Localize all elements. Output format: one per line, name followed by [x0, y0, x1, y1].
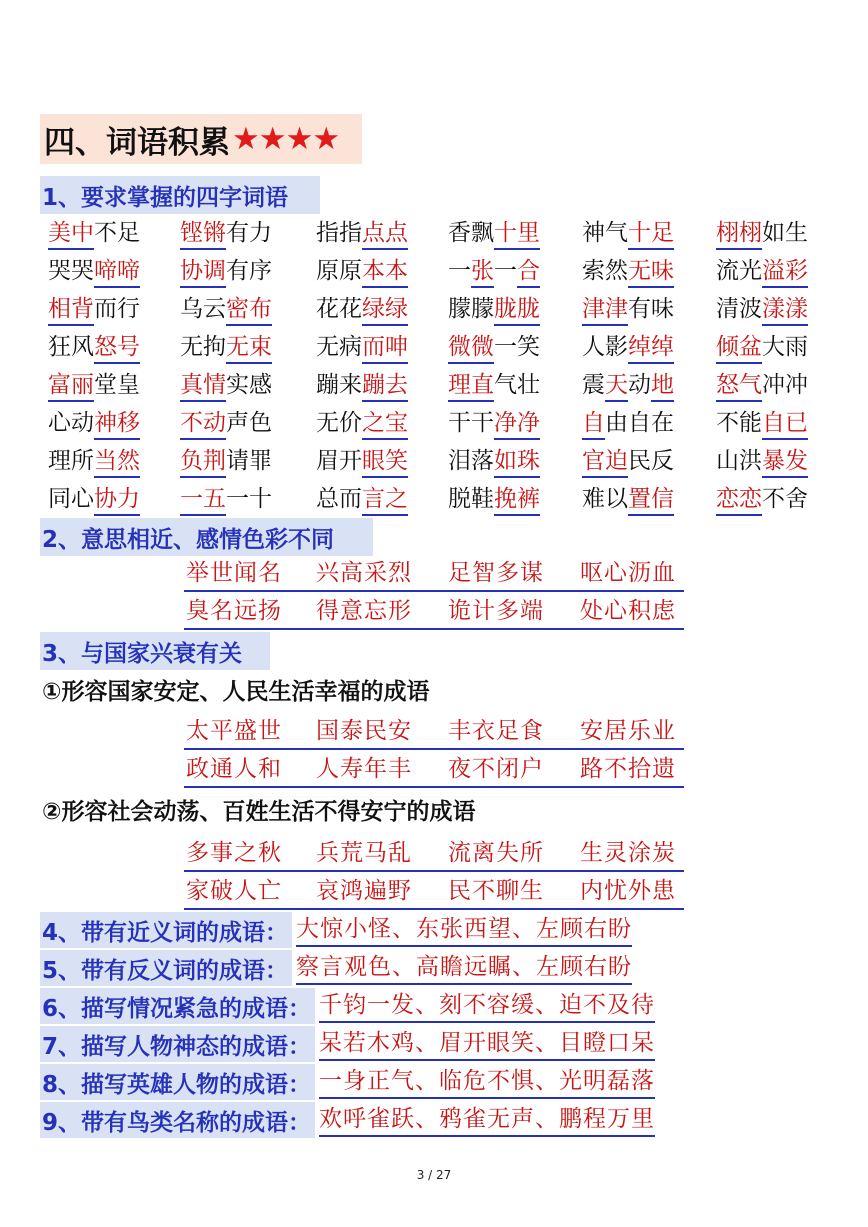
idiom-item: 多事之秋 [186, 840, 282, 866]
word-highlight: 自已 [762, 408, 808, 440]
word-plain: 请罪 [226, 448, 272, 474]
qa-row [40, 1102, 655, 1138]
word-item [448, 290, 540, 328]
word-highlight: 栩栩 [716, 218, 762, 250]
idiom-item: 政通人和 [186, 756, 282, 782]
word-highlight: 之宝 [362, 408, 408, 440]
section-1-heading: 1、要求掌握的四字词语 [40, 176, 320, 214]
word-plain: 有力 [226, 220, 272, 246]
word-highlight: 协调 [180, 256, 226, 288]
word-item [180, 480, 272, 518]
idiom-row [184, 594, 684, 630]
word-plain: 索然 [582, 258, 628, 284]
word-highlight: 胧胧 [494, 294, 540, 326]
word-item [180, 404, 272, 442]
idiom-item: 夜不闭户 [448, 756, 544, 782]
page-number: 3 / 27 [416, 1168, 452, 1182]
word-highlight: 本本 [362, 256, 408, 288]
word-plain: 冲冲 [762, 372, 808, 398]
word-row [48, 290, 838, 328]
word-highlight: 如珠 [494, 446, 540, 478]
qa-question: 4、带有近义词的成语： [40, 912, 292, 948]
word-item [716, 404, 808, 442]
qa-answer: 察言观色、高瞻远瞩、左顾右盼 [296, 951, 632, 985]
idiom-item: 哀鸿遍野 [316, 878, 412, 904]
idiom-item: 生灵涂炭 [580, 840, 676, 866]
word-highlight: 恋恋 [716, 484, 762, 516]
idiom-row [184, 752, 684, 788]
word-item [48, 442, 140, 480]
word-highlight: 啼啼 [94, 256, 140, 288]
word-plain: 大雨 [762, 334, 808, 360]
qa-row [40, 950, 632, 986]
word-item [582, 442, 674, 480]
word-plain: 民反 [628, 448, 674, 474]
word-highlight: 真情 [180, 370, 226, 402]
word-item [716, 252, 808, 290]
word-plain: 脱鞋 [448, 486, 494, 512]
word-highlight: 倾盆 [716, 332, 762, 364]
word-highlight: 张 [471, 256, 494, 288]
qa-question: 8、描写英雄人物的成语： [40, 1064, 315, 1100]
word-row [48, 328, 838, 366]
qa-answer: 千钧一发、刻不容缓、迫不及待 [319, 989, 655, 1023]
word-highlight: 置信 [628, 484, 674, 516]
page-title [40, 114, 362, 164]
word-plain: 难以 [582, 486, 628, 512]
word-plain: 花花 [316, 296, 362, 322]
word-plain: 神气 [582, 220, 628, 246]
word-plain: 蹦来 [316, 372, 362, 398]
word-highlight: 密布 [226, 294, 272, 326]
word-highlight: 无束 [226, 332, 272, 364]
section-3-heading: 3、与国家兴衰有关 [40, 632, 270, 670]
word-plain: 朦朦 [448, 296, 494, 322]
word-plain: 不能 [716, 410, 762, 436]
qa-question: 6、描写情况紧急的成语： [40, 988, 315, 1024]
word-plain: 不足 [94, 220, 140, 246]
word-item [48, 252, 140, 290]
word-item [582, 214, 674, 252]
word-highlight: 地 [651, 370, 674, 402]
word-plain: 不舍 [762, 486, 808, 512]
qa-row [40, 988, 655, 1024]
qa-question: 7、描写人物神态的成语： [40, 1026, 315, 1062]
qa-row [40, 912, 632, 948]
word-item [316, 404, 408, 442]
word-highlight: 十里 [494, 218, 540, 250]
idiom-item: 诡计多端 [448, 598, 544, 624]
word-item [448, 252, 540, 290]
qa-question: 9、带有鸟类名称的成语： [40, 1102, 315, 1138]
word-highlight: 天 [605, 370, 628, 402]
qa-answer: 呆若木鸡、眉开眼笑、目瞪口呆 [319, 1027, 655, 1061]
idiom-row [184, 556, 684, 592]
section-2-heading: 2、意思相近、感情色彩不同 [40, 518, 373, 556]
word-plain: 实感 [226, 372, 272, 398]
word-item [48, 290, 140, 328]
word-item [48, 214, 140, 252]
word-item [48, 366, 140, 404]
word-item [448, 214, 540, 252]
word-plain: 如生 [762, 220, 808, 246]
word-plain: 有序 [226, 258, 272, 284]
word-plain: 有味 [628, 296, 674, 322]
word-plain: 哭哭 [48, 258, 94, 284]
qa-answer: 大惊小怪、东张西望、左顾右盼 [296, 913, 632, 947]
word-item [180, 366, 272, 404]
word-highlight: 绿绿 [362, 294, 408, 326]
word-item [582, 290, 674, 328]
word-highlight: 铿锵 [180, 218, 226, 250]
word-plain: 声色 [226, 410, 272, 436]
word-highlight: 微微 [448, 332, 494, 364]
word-item [582, 404, 674, 442]
word-plain: 而行 [94, 296, 140, 322]
idiom-item: 足智多谋 [448, 560, 544, 586]
word-plain: 泪落 [448, 448, 494, 474]
word-item [180, 214, 272, 252]
word-item [48, 328, 140, 366]
word-plain: 山洪 [716, 448, 762, 474]
word-highlight: 当然 [94, 446, 140, 478]
idiom-item: 太平盛世 [186, 718, 282, 744]
word-plain: 一 [448, 258, 471, 284]
word-highlight: 津津 [582, 294, 628, 326]
word-row [48, 404, 838, 442]
word-highlight: 理直 [448, 370, 494, 402]
idiom-item: 民不聊生 [448, 878, 544, 904]
word-plain: 人影 [582, 334, 628, 360]
idiom-item: 人寿年丰 [316, 756, 412, 782]
word-item [48, 480, 140, 518]
word-plain: 指指 [316, 220, 362, 246]
word-plain: 清波 [716, 296, 762, 322]
word-item [316, 328, 408, 366]
word-item [448, 366, 540, 404]
word-plain: 一 [494, 258, 517, 284]
word-item [448, 404, 540, 442]
idiom-item: 路不拾遗 [580, 756, 676, 782]
word-item [180, 252, 272, 290]
word-item [716, 366, 808, 404]
word-plain: 无病 [316, 334, 362, 360]
word-highlight: 怒气 [716, 370, 762, 402]
word-highlight: 无味 [628, 256, 674, 288]
idiom-row [184, 714, 684, 750]
word-plain: 气壮 [494, 372, 540, 398]
word-plain: 狂风 [48, 334, 94, 360]
word-item [316, 366, 408, 404]
word-row [48, 252, 838, 290]
word-highlight: 眼笑 [362, 446, 408, 478]
word-item [448, 480, 540, 518]
word-item [316, 252, 408, 290]
word-highlight: 官迫 [582, 446, 628, 478]
word-plain: 堂皇 [94, 372, 140, 398]
idiom-item: 家破人亡 [186, 878, 282, 904]
title-text: 四、词语积累 [44, 124, 230, 161]
section-3-sub-2: ②形容社会动荡、百姓生活不得安宁的成语 [42, 798, 476, 825]
word-highlight: 漾漾 [762, 294, 808, 326]
word-highlight: 十足 [628, 218, 674, 250]
word-highlight: 点点 [362, 218, 408, 250]
idiom-item: 国泰民安 [316, 718, 412, 744]
idiom-item: 兵荒马乱 [316, 840, 412, 866]
word-highlight: 美中 [48, 218, 94, 250]
word-highlight: 暴发 [762, 446, 808, 478]
idiom-item: 得意忘形 [316, 598, 412, 624]
word-item [316, 214, 408, 252]
idiom-item: 处心积虑 [580, 598, 676, 624]
word-item [180, 328, 272, 366]
word-plain: 无价 [316, 410, 362, 436]
word-plain: 原原 [316, 258, 362, 284]
word-item [716, 214, 808, 252]
word-highlight: 神移 [94, 408, 140, 440]
word-plain: 香飘 [448, 220, 494, 246]
word-highlight: 不动 [180, 408, 226, 440]
word-item [316, 290, 408, 328]
word-item [582, 366, 674, 404]
word-plain: 动 [628, 372, 651, 398]
word-highlight: 言之 [362, 484, 408, 516]
word-highlight: 绰绰 [628, 332, 674, 364]
title-stars: ★★★★ [232, 121, 340, 157]
word-item [180, 290, 272, 328]
word-row [48, 480, 838, 518]
idiom-item: 兴高采烈 [316, 560, 412, 586]
word-item [582, 480, 674, 518]
word-plain: 眉开 [316, 448, 362, 474]
word-highlight: 而呻 [362, 332, 408, 364]
word-plain: 心动 [48, 410, 94, 436]
idiom-item: 内忧外患 [580, 878, 676, 904]
word-highlight: 自 [582, 408, 605, 440]
qa-row [40, 1064, 655, 1100]
word-highlight: 一五 [180, 484, 226, 516]
word-item [716, 328, 808, 366]
word-item [716, 442, 808, 480]
section-3-sub-1: ①形容国家安定、人民生活幸福的成语 [42, 678, 430, 705]
word-row [48, 366, 838, 404]
word-plain: 乌云 [180, 296, 226, 322]
qa-row [40, 1026, 655, 1062]
word-item [448, 328, 540, 366]
word-highlight: 蹦去 [362, 370, 408, 402]
word-highlight: 净净 [494, 408, 540, 440]
word-plain: 一笑 [494, 334, 540, 360]
word-plain: 干干 [448, 410, 494, 436]
word-item [448, 442, 540, 480]
word-plain: 无拘 [180, 334, 226, 360]
word-plain: 总而 [316, 486, 362, 512]
word-highlight: 溢彩 [762, 256, 808, 288]
word-item [582, 252, 674, 290]
word-plain: 同心 [48, 486, 94, 512]
word-row [48, 214, 838, 252]
idiom-item: 臭名远扬 [186, 598, 282, 624]
word-item [48, 404, 140, 442]
qa-answer: 欢呼雀跃、鸦雀无声、鹏程万里 [319, 1103, 655, 1137]
word-highlight: 相背 [48, 294, 94, 326]
idiom-item: 流离失所 [448, 840, 544, 866]
idiom-item: 呕心沥血 [580, 560, 676, 586]
word-plain: 震 [582, 372, 605, 398]
idiom-item: 安居乐业 [580, 718, 676, 744]
word-highlight: 合 [517, 256, 540, 288]
qa-question: 5、带有反义词的成语： [40, 950, 292, 986]
word-item [716, 480, 808, 518]
word-highlight: 挽裤 [494, 484, 540, 516]
idiom-row [184, 836, 684, 872]
word-highlight: 协力 [94, 484, 140, 516]
word-item [582, 328, 674, 366]
word-highlight: 富丽 [48, 370, 94, 402]
word-plain: 流光 [716, 258, 762, 284]
word-plain: 理所 [48, 448, 94, 474]
word-highlight: 负荆 [180, 446, 226, 478]
word-highlight: 怒号 [94, 332, 140, 364]
word-plain: 由自在 [605, 410, 674, 436]
word-item [316, 442, 408, 480]
word-item [316, 480, 408, 518]
word-item [716, 290, 808, 328]
qa-answer: 一身正气、临危不惧、光明磊落 [319, 1065, 655, 1099]
idiom-item: 丰衣足食 [448, 718, 544, 744]
word-item [180, 442, 272, 480]
word-row [48, 442, 838, 480]
word-plain: 一十 [226, 486, 272, 512]
idiom-item: 举世闻名 [186, 560, 282, 586]
idiom-row [184, 874, 684, 910]
